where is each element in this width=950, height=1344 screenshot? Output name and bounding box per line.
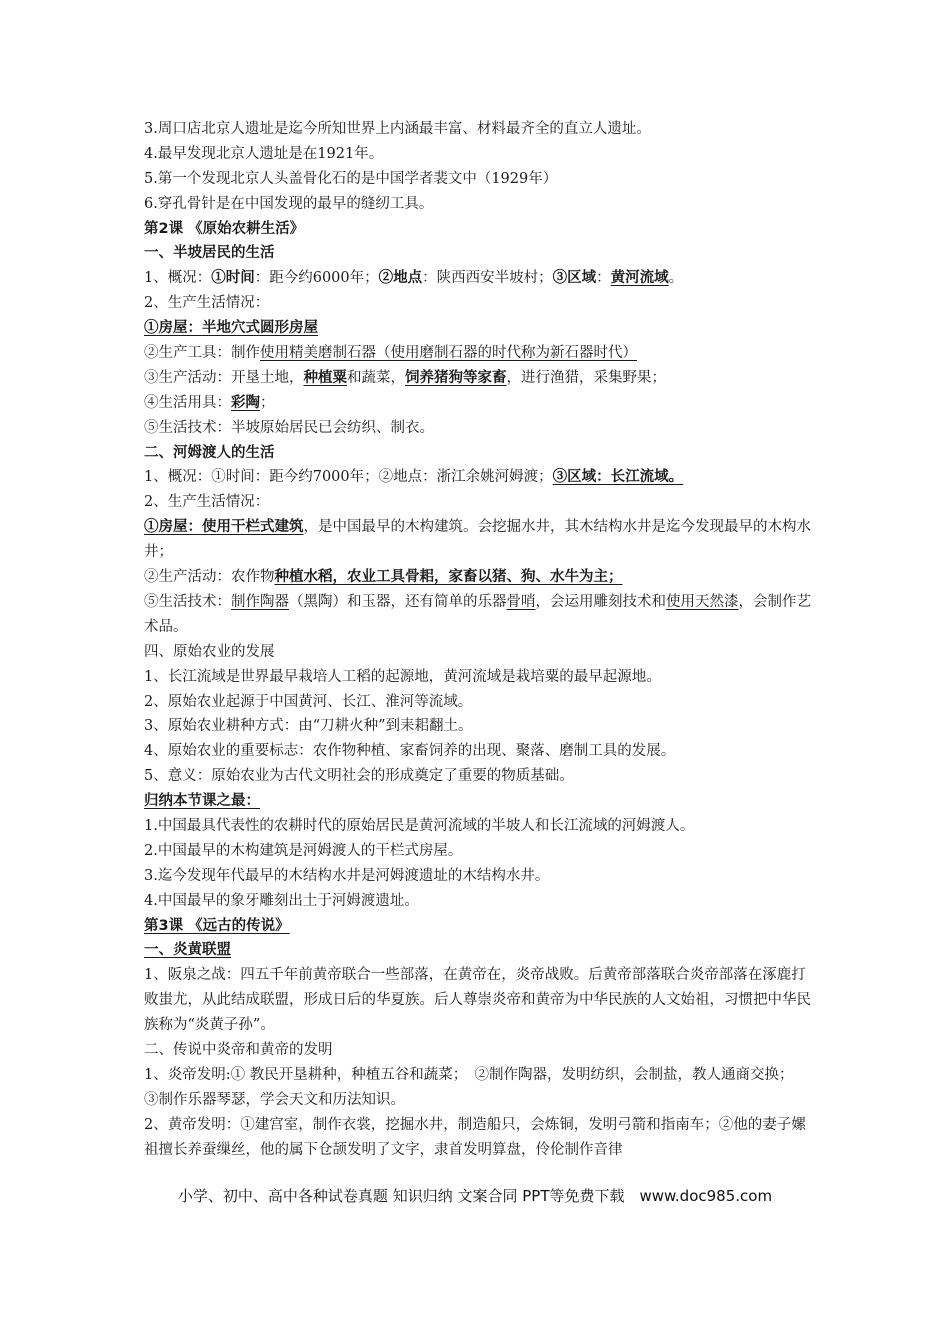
text-line: 2.中国最早的木构建筑是河姆渡人的干栏式房屋。 (144, 842, 463, 859)
section-heading: 一、炎黄联盟 (144, 942, 231, 959)
text-span: ⑤生活技术： (144, 593, 231, 610)
text-line: 4.中国最早的象牙雕刻出土于河姆渡遗址。 (144, 892, 419, 909)
text-span: ，进行渔猎，采集野果； (506, 369, 666, 386)
text-line: 3、原始农业耕种方式：由“刀耕火种”到耒耜翻土。 (144, 718, 473, 735)
text-line: 2、生产生活情况： (144, 494, 270, 511)
text-line (144, 366, 814, 391)
text-span: 使用天然漆 (666, 593, 739, 610)
text-paragraph: 1、阪泉之战：四五千年前黄帝联合一些部落，在黄帝在，炎帝战败。后黄帝部落联合炎帝部落在涿鹿打败蚩尤，从此结成联盟，形成日后的华夏族。后人尊崇炎帝和黄帝为中华民族的人文始祖，习惯把中华民族称为“炎黄子孙”。 (144, 967, 811, 1034)
text-line: ①房屋：半地穴式圆形房屋 (144, 319, 318, 337)
text-span: ：距今约6000年； (254, 270, 379, 287)
text-line: 4.最早发现北京人遗址是在1921年。 (144, 145, 384, 162)
text-line (144, 341, 814, 366)
summary-heading: 归纳本节课之最： (144, 792, 260, 810)
section-heading: 一、半坡居民的生活 (144, 245, 275, 262)
text-span: 使用精美磨制石器（使用磨制石器的时代称为新石器时代） (260, 345, 637, 362)
text-line: 5、意义：原始农业为古代文明社会的形成奠定了重要的物质基础。 (144, 768, 574, 785)
text-span: 种植水稻，农业工具骨耜，家畜以猪、狗、水牛为主； (274, 568, 623, 586)
footer-banner: 小学、初中、高中各种试卷真题 知识归纳 文案合同 PPT等免费下载 www.doc985.com (177, 1187, 773, 1205)
text-line (144, 565, 814, 590)
text-line: 3.周口店北京人遗址是迄今所知世界上内涵最丰富、材料最齐全的直立人遗址。 (144, 121, 651, 137)
text-span: ：陕西西安半坡村； (422, 270, 553, 287)
section-heading: 四、原始农业的发展 (144, 643, 275, 660)
section-heading: 二、传说中炎帝和黄帝的发明 (144, 1042, 333, 1059)
text-span: ②地点 (378, 269, 423, 287)
text-line: 6.穿孔骨针是在中国发现的最早的缝纫工具。 (144, 195, 434, 212)
lesson-title: 第2课 《原始农耕生活》 (144, 220, 305, 237)
lesson-title: 第3课 《远古的传说》 (144, 917, 290, 934)
text-line: 2、生产生活情况： (144, 295, 270, 312)
text-line: 4、原始农业的重要标志：农作物种植、家畜饲养的出现、聚落、磨制工具的发展。 (144, 743, 676, 760)
text-span: ，会制作艺术品。 (144, 593, 811, 635)
text-span: 彩陶 (231, 393, 260, 411)
text-line (144, 266, 814, 291)
text-span: 。 (668, 270, 684, 287)
text-span: 黄河流域 (610, 269, 669, 287)
text-span: ④生活用具： (144, 394, 231, 411)
text-span: 骨哨 (506, 593, 536, 610)
text-span: （黑陶）和玉器，还有简单的乐器 (289, 593, 507, 610)
text-span: ①房屋：使用干栏式建筑 (144, 518, 304, 536)
text-span: ①时间 (211, 269, 255, 287)
text-span: 饲养猪狗等家畜 (405, 368, 507, 386)
text-line: 2、原始农业起源于中国黄河、长江、淮河等流域。 (144, 693, 473, 710)
text-paragraph: 2、黄帝发明：①建宫室，制作衣裳，挖掘水井，制造船只，会炼铜，发明弓箭和指南车；②他的妻子嫘祖擅长养蚕缫丝，他的属下仓颉发明了文字，隶首发明算盘，伶伦制作音律 (144, 1116, 806, 1158)
text-span: ： (596, 270, 611, 287)
text-line: 1.中国最具代表性的农耕时代的原始居民是黄河流域的半坡人和长江流域的河姆渡人。 (144, 818, 695, 834)
text-line (144, 391, 814, 416)
text-line: 3.迄今发现年代最早的木结构水井是河姆渡遗址的木结构水井。 (144, 867, 550, 884)
text-span: 制作陶器 (231, 593, 289, 610)
text-span: ②生产工具：制作 (144, 345, 260, 362)
text-line (144, 515, 814, 565)
text-line: 1、长江流域是世界最早栽培人工稻的起源地，黄河流域是栽培粟的最早起源地。 (144, 668, 661, 685)
text-span: ③生产活动：开垦土地， (144, 369, 304, 386)
document-body (144, 117, 814, 1163)
text-span: ，会运用雕刻技术和 (535, 593, 666, 610)
text-span: 1、概况：①时间：距今约7000年；②地点：浙江余姚河姆渡； (144, 469, 553, 486)
text-paragraph: 1、炎帝发明:① 教民开垦耕种，种植五谷和蔬菜； ②制作陶器，发明纺织，会制盐，教人通商交换； ③制作乐器琴瑟，学会天文和历法知识。 (144, 1066, 801, 1108)
text-line (144, 590, 814, 640)
text-span: ③区域：长江流域。 (552, 468, 684, 486)
text-span: 种植粟 (303, 368, 347, 386)
section-heading: 二、河姆渡人的生活 (144, 444, 275, 461)
text-line (144, 465, 814, 490)
text-span: 和蔬菜， (347, 369, 405, 386)
text-span: ②生产活动：农作物 (144, 569, 275, 586)
text-span: ； (260, 394, 275, 411)
text-span: ③区域 (552, 269, 597, 287)
text-line: 5.第一个发现北京人头盖骨化石的是中国学者裴文中（1929年） (144, 170, 558, 187)
text-span: ，是中国最早的木构建筑。会挖掘水井，其木结构水井是迄今发现最早的木构水井； (144, 519, 811, 561)
text-span: 1、概况： (144, 270, 212, 287)
text-line: ⑤生活技术：半坡原始居民已会纺织、制衣。 (144, 419, 434, 436)
